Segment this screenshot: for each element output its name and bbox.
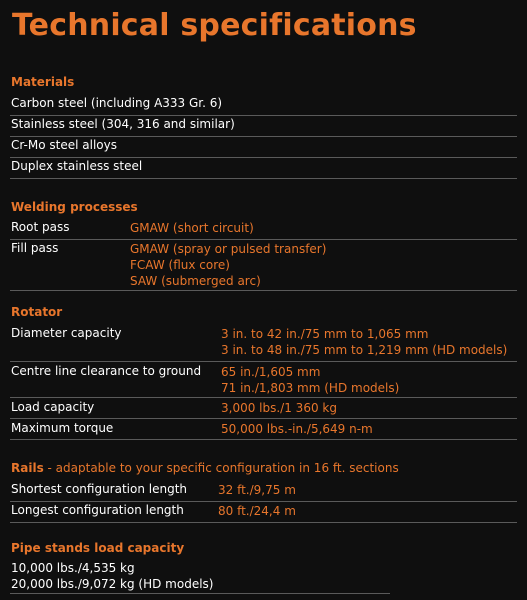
- pipe-stands-heading: Pipe stands load capacity: [11, 541, 185, 555]
- row-values: [221, 364, 399, 396]
- rotator-row-load: [10, 399, 517, 419]
- rotator-heading: Rotator: [11, 305, 63, 319]
- row-label: Centre line clearance to ground: [11, 364, 202, 378]
- material-label: Duplex stainless steel: [11, 159, 143, 173]
- row-value: GMAW (spray or pulsed transfer): [130, 242, 327, 256]
- welding-heading: Welding processes: [11, 200, 138, 214]
- row-label: Load capacity: [11, 400, 95, 414]
- row-values: [130, 220, 254, 236]
- pipe-stand-capacity: 20,000 lbs./9,072 kg (HD models): [11, 577, 214, 591]
- rails-heading: [11, 461, 399, 475]
- row-value: 65 in./1,605 mm: [221, 365, 321, 379]
- row-value: 3,000 lbs./1 360 kg: [221, 401, 337, 415]
- welding-row-root-pass: [10, 219, 517, 240]
- rails-row-shortest: [10, 481, 517, 502]
- materials-heading: Materials: [11, 75, 75, 89]
- row-value: GMAW (short circuit): [130, 221, 254, 235]
- row-values: [221, 400, 337, 416]
- pipe-stand-capacity: 10,000 lbs./4,535 kg: [11, 561, 135, 575]
- welding-row-fill-pass: [10, 240, 517, 291]
- row-values: [130, 241, 326, 289]
- rotator-row-clearance: [10, 363, 517, 398]
- divider: [10, 593, 390, 594]
- row-values: [218, 482, 296, 498]
- row-value: 3 in. to 42 in./75 mm to 1,065 mm: [221, 327, 429, 341]
- rotator-row-torque: [10, 420, 517, 440]
- page-title: Technical specifications: [12, 8, 417, 43]
- rails-heading-title: Rails: [11, 461, 44, 475]
- material-label: Cr-Mo steel alloys: [11, 138, 117, 152]
- row-label: Diameter capacity: [11, 326, 122, 340]
- material-row: [10, 116, 517, 137]
- row-value: SAW (submerged arc): [130, 274, 261, 288]
- row-values: [221, 421, 373, 437]
- rails-row-longest: [10, 502, 517, 523]
- rails-heading-note: - adaptable to your specific configuration in 16 ft. sections: [43, 461, 399, 475]
- material-row: [10, 137, 517, 158]
- row-value: 80 ft./24,4 m: [218, 504, 296, 518]
- row-label: Longest configuration length: [11, 503, 184, 517]
- row-values: [221, 326, 507, 358]
- row-value: 71 in./1,803 mm (HD models): [221, 381, 400, 395]
- material-label: Stainless steel (304, 316 and similar): [11, 117, 235, 131]
- row-value: FCAW (flux core): [130, 258, 230, 272]
- pipe-stands-values: [11, 560, 213, 592]
- rotator-row-diameter: [10, 325, 517, 362]
- row-value: 50,000 lbs.-in./5,649 n-m: [221, 422, 373, 436]
- row-values: [218, 503, 296, 519]
- row-value: 32 ft./9,75 m: [218, 483, 296, 497]
- row-label: Root pass: [11, 220, 70, 234]
- row-label: Maximum torque: [11, 421, 114, 435]
- material-label: Carbon steel (including A333 Gr. 6): [11, 96, 223, 110]
- row-label: Fill pass: [11, 241, 59, 255]
- material-row: [10, 95, 517, 116]
- material-row: [10, 158, 517, 179]
- row-label: Shortest configuration length: [11, 482, 188, 496]
- row-value: 3 in. to 48 in./75 mm to 1,219 mm (HD models): [221, 343, 508, 357]
